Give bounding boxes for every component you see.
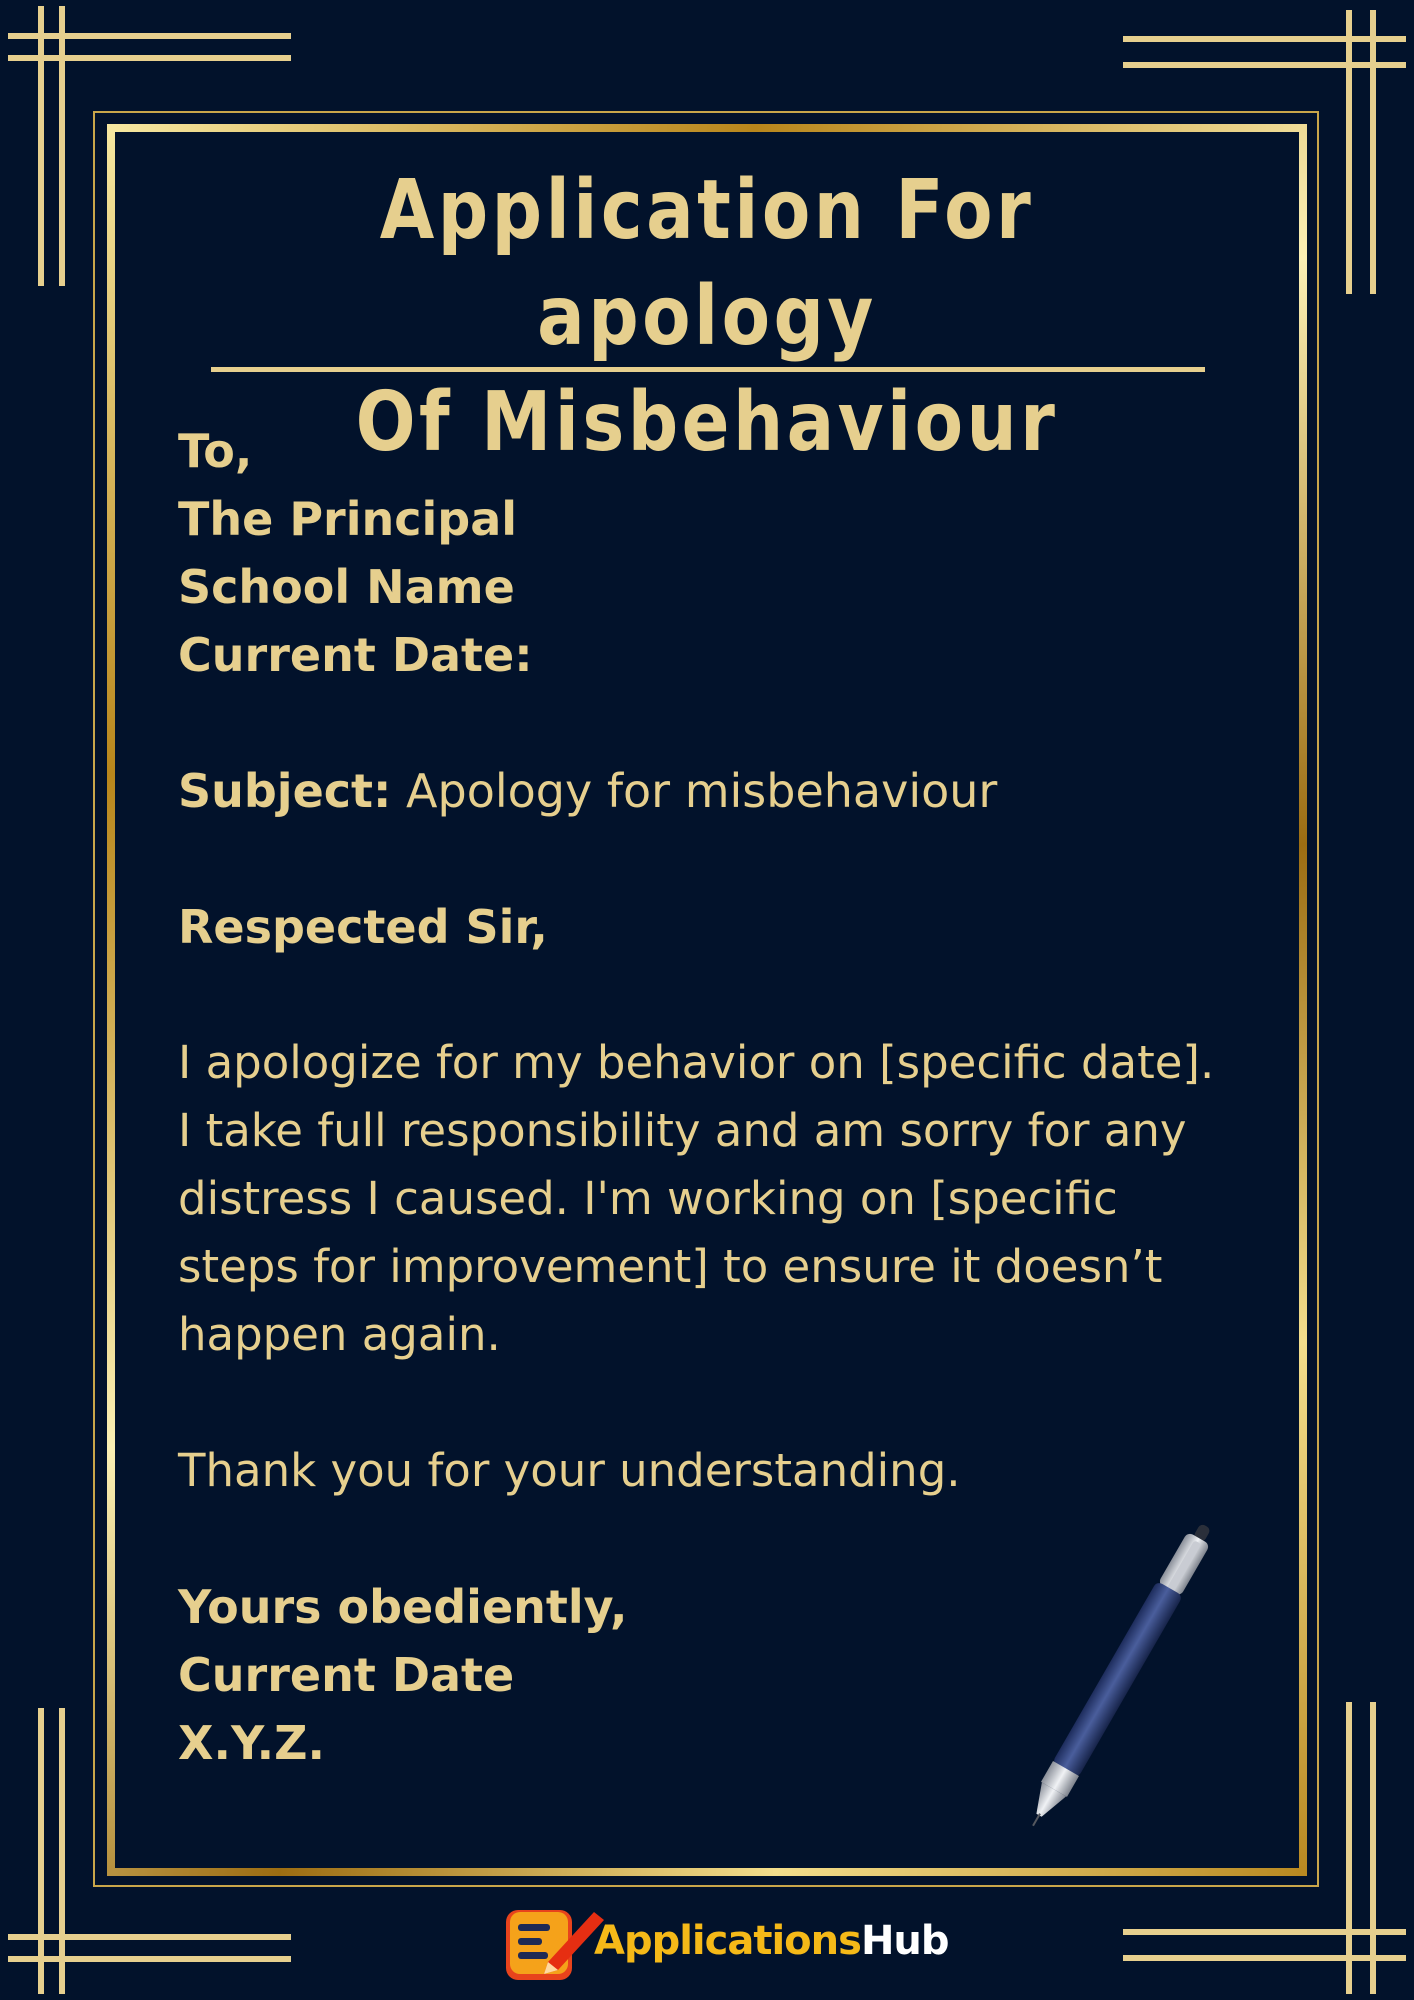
title-underline [211, 367, 1205, 372]
subject-text: Apology for misbehaviour [391, 764, 998, 818]
applicationshub-logo [502, 1904, 949, 1984]
title-line-1: Application For apology [379, 163, 1035, 364]
pen-icon [1010, 1505, 1230, 1845]
brand-part-1: Applications [594, 1918, 861, 1964]
subject-line [178, 757, 1288, 825]
closing-date: Current Date [178, 1648, 515, 1702]
salutation: Respected Sir, [178, 900, 548, 954]
body-line: I take full responsibility and am sorry for any [178, 1104, 1187, 1157]
thanks-line: Thank you for your understanding. [178, 1444, 961, 1497]
brand-name [594, 1918, 949, 1964]
subject-label: Subject: [178, 764, 392, 818]
body-line: steps for improvement] to ensure it doesn’t [178, 1240, 1163, 1293]
address-date: Current Date: [178, 628, 533, 682]
body-line: distress I caused. I'm working on [specific [178, 1172, 1118, 1225]
body-line: I apologize for my behavior on [specific date]. [178, 1036, 1215, 1089]
address-to: To, [178, 424, 253, 478]
brand-part-2: Hub [860, 1918, 949, 1964]
signature: X.Y.Z. [178, 1716, 325, 1770]
address-recipient: The Principal [178, 492, 518, 546]
closing: Yours obediently, [178, 1580, 628, 1634]
title-line-2: Of Misbehaviour [355, 375, 1059, 470]
address-school: School Name [178, 560, 515, 614]
body-line: happen again. [178, 1308, 501, 1361]
